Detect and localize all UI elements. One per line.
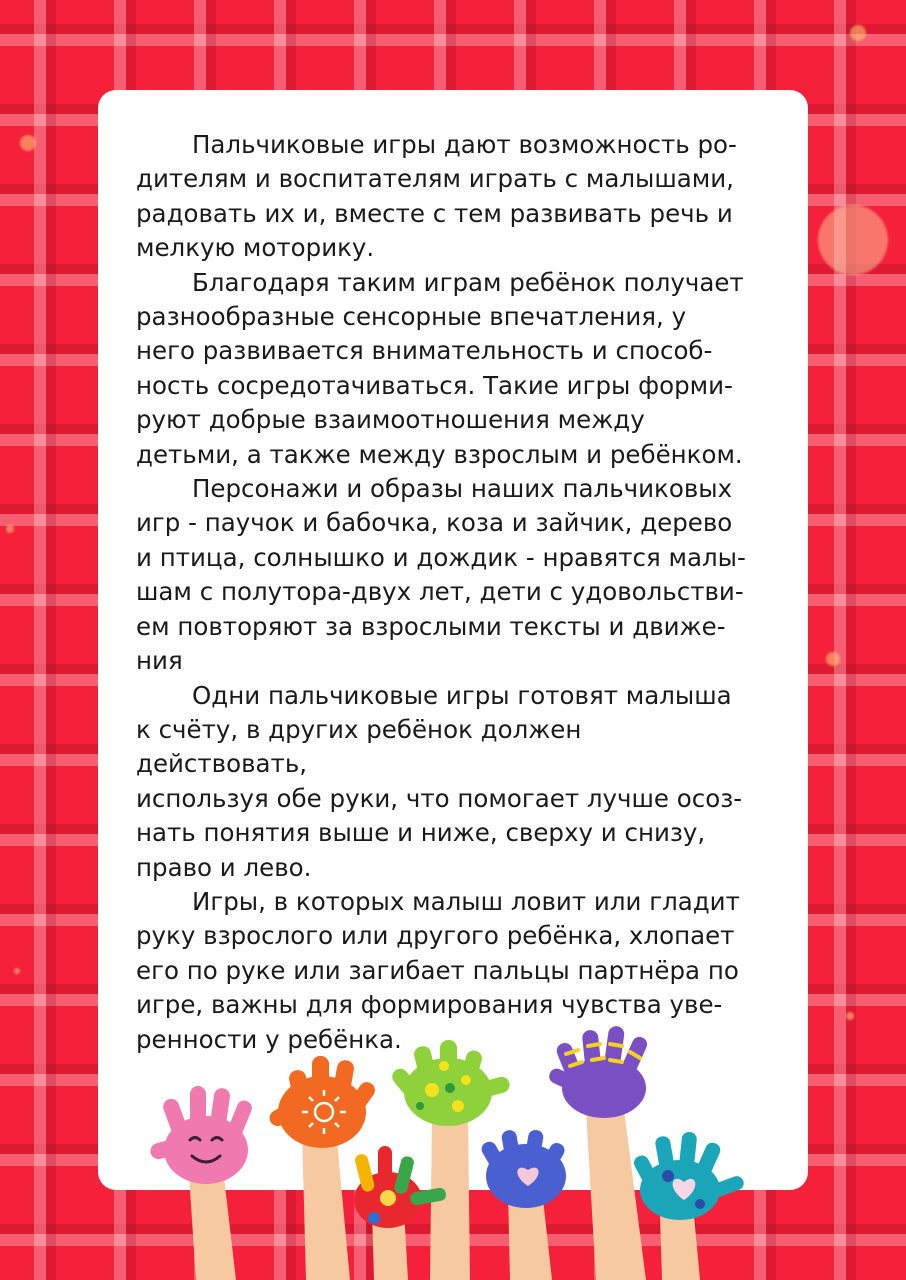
bokeh-light [6, 525, 14, 533]
teal-heart-hand-icon [632, 1131, 746, 1220]
purple-hand-arm [586, 1110, 646, 1280]
paragraph-4: Одни пальчиковые игры готовят малыша к счёту, в других ребёнок должен действовать, используя обе руки, что помогает лучше осоз- нать понятия выше и ниже, сверху и снизу, право и лево. [136, 680, 743, 882]
paragraph-2: Благодаря таким играм ребёнок получает разнообразные сенсорные впечатления, у него развивается внимательность и способ- ность сосредотачиваться. Такие игры форми- руют добрые взаимоотношения между детьми, а также между взрослым и ребёнком. [136, 267, 744, 469]
article-text [136, 128, 758, 1057]
painted-hands-illustration [0, 1010, 906, 1280]
bokeh-light [14, 968, 20, 974]
bokeh-light [20, 135, 36, 151]
green-spotted-hand-icon [389, 1040, 511, 1126]
paragraph-3: Персонажи и образы наших пальчиковых игр - паучок и бабочка, коза и зайчик, дерево и птица, солнышко и дождик - нравятся малы- шам с полутора-двух лет, дети с удовольстви- ем повторяют за взрослыми тексты и движе- ния [136, 474, 746, 676]
bokeh-light [818, 205, 888, 275]
bokeh-light [826, 652, 840, 666]
bokeh-light [850, 25, 866, 41]
orange-hand-arm [302, 1130, 350, 1280]
pink-smiley-hand-icon [149, 1086, 254, 1184]
paragraph-1: Пальчиковые игры дают возможность ро- дителям и воспитателям играть с малышами, радовать их и, вместе с тем развивать речь и мелкую моторику. [136, 130, 737, 263]
purple-striped-hand-icon [547, 1025, 649, 1118]
paragraph-5: Игры, в которых малыш ловит или гладит руку взрослого или другого ребёнка, хлопает его по руке или загибает пальцы партнёра по игре, важны для формирования чувства уве- ренности у ребёнка. [136, 886, 740, 1054]
teal-hand-arm [660, 1215, 700, 1280]
